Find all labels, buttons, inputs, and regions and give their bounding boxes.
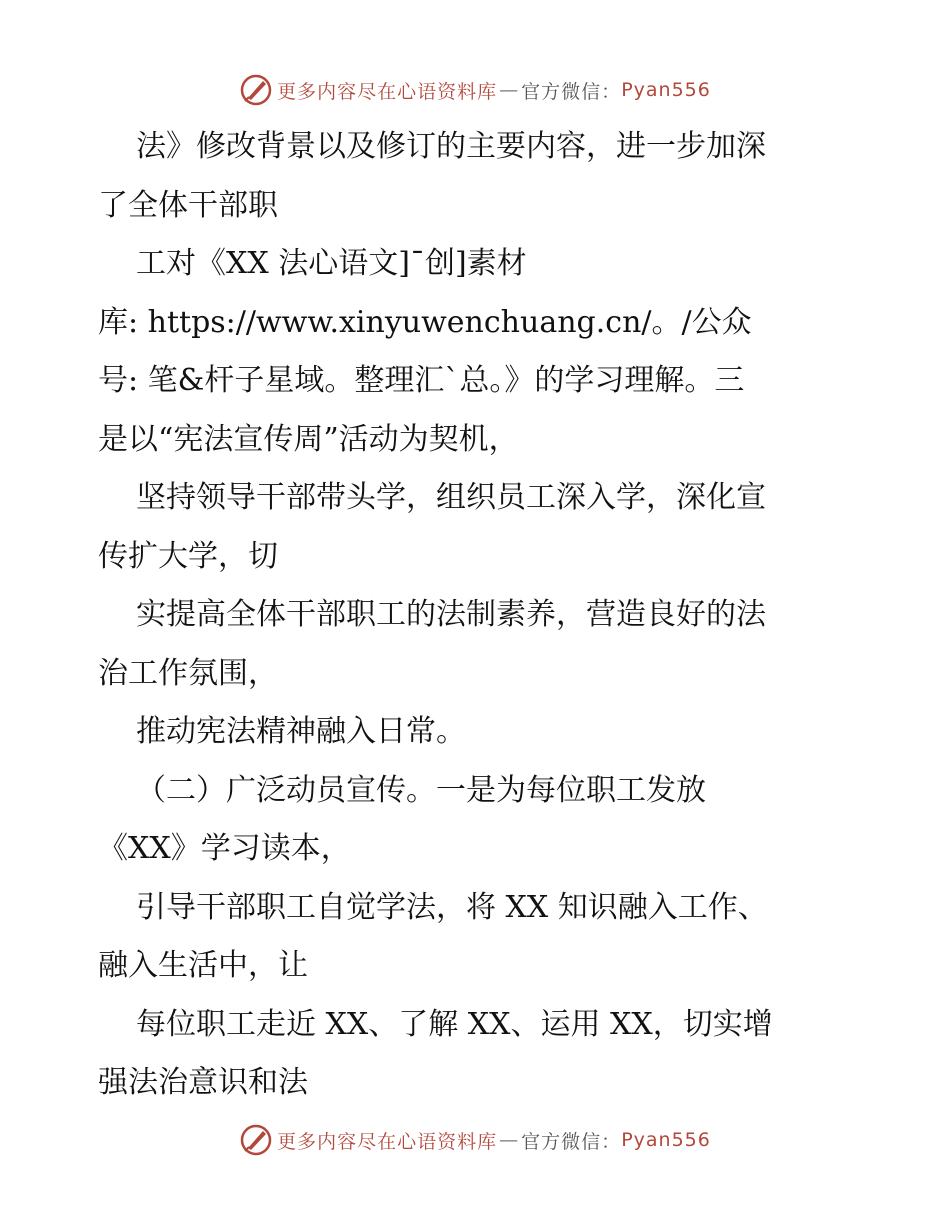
footer-watermark	[0, 1120, 950, 1160]
watermark-official-label: 官方微信：	[521, 1130, 622, 1153]
text-line: 号: 笔&杆子星域。整理汇`总。》的学习理解。三	[98, 363, 745, 398]
text-line: 《XX》学习读本，	[98, 831, 351, 866]
section-heading: （二）广泛动员宣传。一是为每位职工发放	[136, 772, 706, 808]
header-watermark	[0, 70, 950, 110]
text-line: 库: https://www.xinyuwenchuang.cn/。/公众	[98, 304, 752, 340]
text-line: 了全体干部职	[98, 187, 278, 223]
text-line: 是以“宪法宣传周”活动为契机，	[98, 421, 519, 457]
watermark-main-text: 更多内容尽在心语资料库	[277, 1130, 498, 1153]
text-line: 融入生活中，让	[98, 948, 308, 983]
text-line: 工对《XX 法心语文]¯创]素材	[136, 246, 527, 281]
quill-logo-icon	[239, 73, 273, 107]
watermark-dash: —	[499, 1129, 520, 1151]
text-line: 强法治意识和法	[98, 1065, 308, 1100]
watermark-brand: Pyan556	[621, 1129, 711, 1151]
text-line: 传扩大学，切	[98, 538, 278, 574]
text-line: 坚持领导干部带头学，组织员工深入学，深化宣	[136, 480, 766, 515]
text-line: 法》修改背景以及修订的主要内容，进一步加深	[136, 129, 766, 164]
watermark-official-label: 官方微信：	[521, 80, 622, 103]
document-body	[98, 118, 858, 1113]
text-line: 引导干部职工自觉学法，将 XX 知识融入工作、	[136, 889, 768, 925]
text-line: 治工作氛围，	[98, 655, 278, 691]
watermark-main-text: 更多内容尽在心语资料库	[277, 80, 498, 103]
text-line: 每位职工走近 XX、了解 XX、运用 XX，切实增	[136, 1006, 773, 1042]
watermark-brand: Pyan556	[621, 79, 711, 101]
watermark-dash: —	[499, 79, 520, 101]
quill-logo-icon	[239, 1123, 273, 1157]
text-line: 实提高全体干部职工的法制素养，营造良好的法	[136, 597, 766, 632]
text-line: 推动宪法精神融入日常。	[136, 714, 466, 749]
